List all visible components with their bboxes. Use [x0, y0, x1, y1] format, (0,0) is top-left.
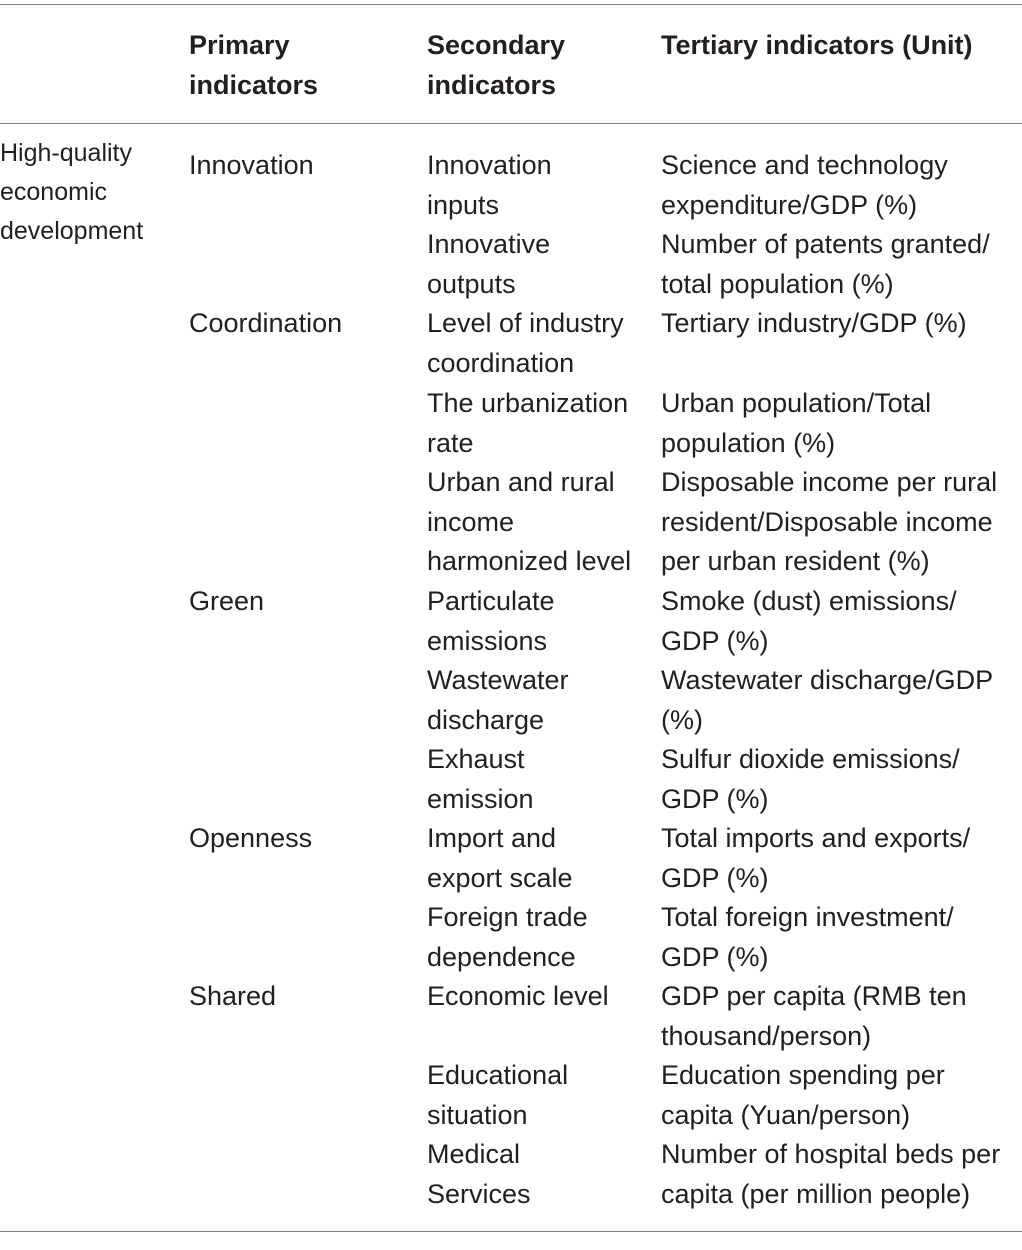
secondary-cell: Urban and rural income harmonized level — [427, 467, 632, 577]
header-primary-indicators: Primary indicators — [189, 30, 319, 100]
primary-openness: Openness — [189, 823, 313, 853]
secondary-cell: Exhaust emission — [427, 744, 534, 814]
secondary-cell: Import and export scale — [427, 823, 573, 893]
secondary-cell: Educational situation — [427, 1060, 569, 1130]
table-bottom-rule — [0, 1231, 1022, 1232]
secondary-cell: Innovation inputs — [427, 150, 552, 220]
header-tertiary-indicators: Tertiary indicators (Unit) — [661, 30, 973, 60]
tertiary-cell: Smoke (dust) emissions/ GDP (%) — [661, 586, 957, 656]
tertiary-cell: Number of hospital beds per capita (per million people) — [661, 1139, 1001, 1209]
tertiary-cell: Urban population/Total population (%) — [661, 388, 932, 458]
header-secondary-indicators: Secondary indicators — [427, 30, 566, 100]
tertiary-cell: Education spending per capita (Yuan/person) — [661, 1060, 945, 1130]
tertiary-cell: Science and technology expenditure/GDP (%) — [661, 150, 948, 220]
table-top-rule — [0, 4, 1022, 5]
tertiary-cell: GDP per capita (RMB ten thousand/person) — [661, 981, 967, 1051]
secondary-cell: Economic level — [427, 981, 609, 1011]
secondary-cell: Wastewater discharge — [427, 665, 569, 735]
primary-green: Green — [189, 586, 265, 616]
primary-innovation: Innovation — [189, 150, 314, 180]
primary-coordination: Coordination — [189, 308, 343, 338]
header-rule — [0, 123, 1022, 124]
secondary-cell: The urbanization rate — [427, 388, 629, 458]
secondary-cell: Medical Services — [427, 1139, 531, 1209]
secondary-cell: Innovative outputs — [427, 229, 551, 299]
primary-shared: Shared — [189, 981, 277, 1011]
secondary-cell: Level of industry coordination — [427, 308, 624, 378]
tertiary-cell: Total foreign investment/ GDP (%) — [661, 902, 954, 972]
tertiary-cell: Sulfur dioxide emissions/ GDP (%) — [661, 744, 960, 814]
secondary-cell: Particulate emissions — [427, 586, 555, 656]
tertiary-cell: Disposable income per rural resident/Disposable income per urban resident (%) — [661, 467, 998, 577]
tertiary-cell: Total imports and exports/ GDP (%) — [661, 823, 971, 893]
tertiary-cell: Number of patents granted/ total population (%) — [661, 229, 990, 299]
tertiary-cell: Wastewater discharge/GDP (%) — [661, 665, 994, 735]
secondary-cell: Foreign trade dependence — [427, 902, 588, 972]
tertiary-cell: Tertiary industry/GDP (%) — [661, 308, 967, 338]
dimension-label: High-quality economic development — [0, 139, 144, 245]
